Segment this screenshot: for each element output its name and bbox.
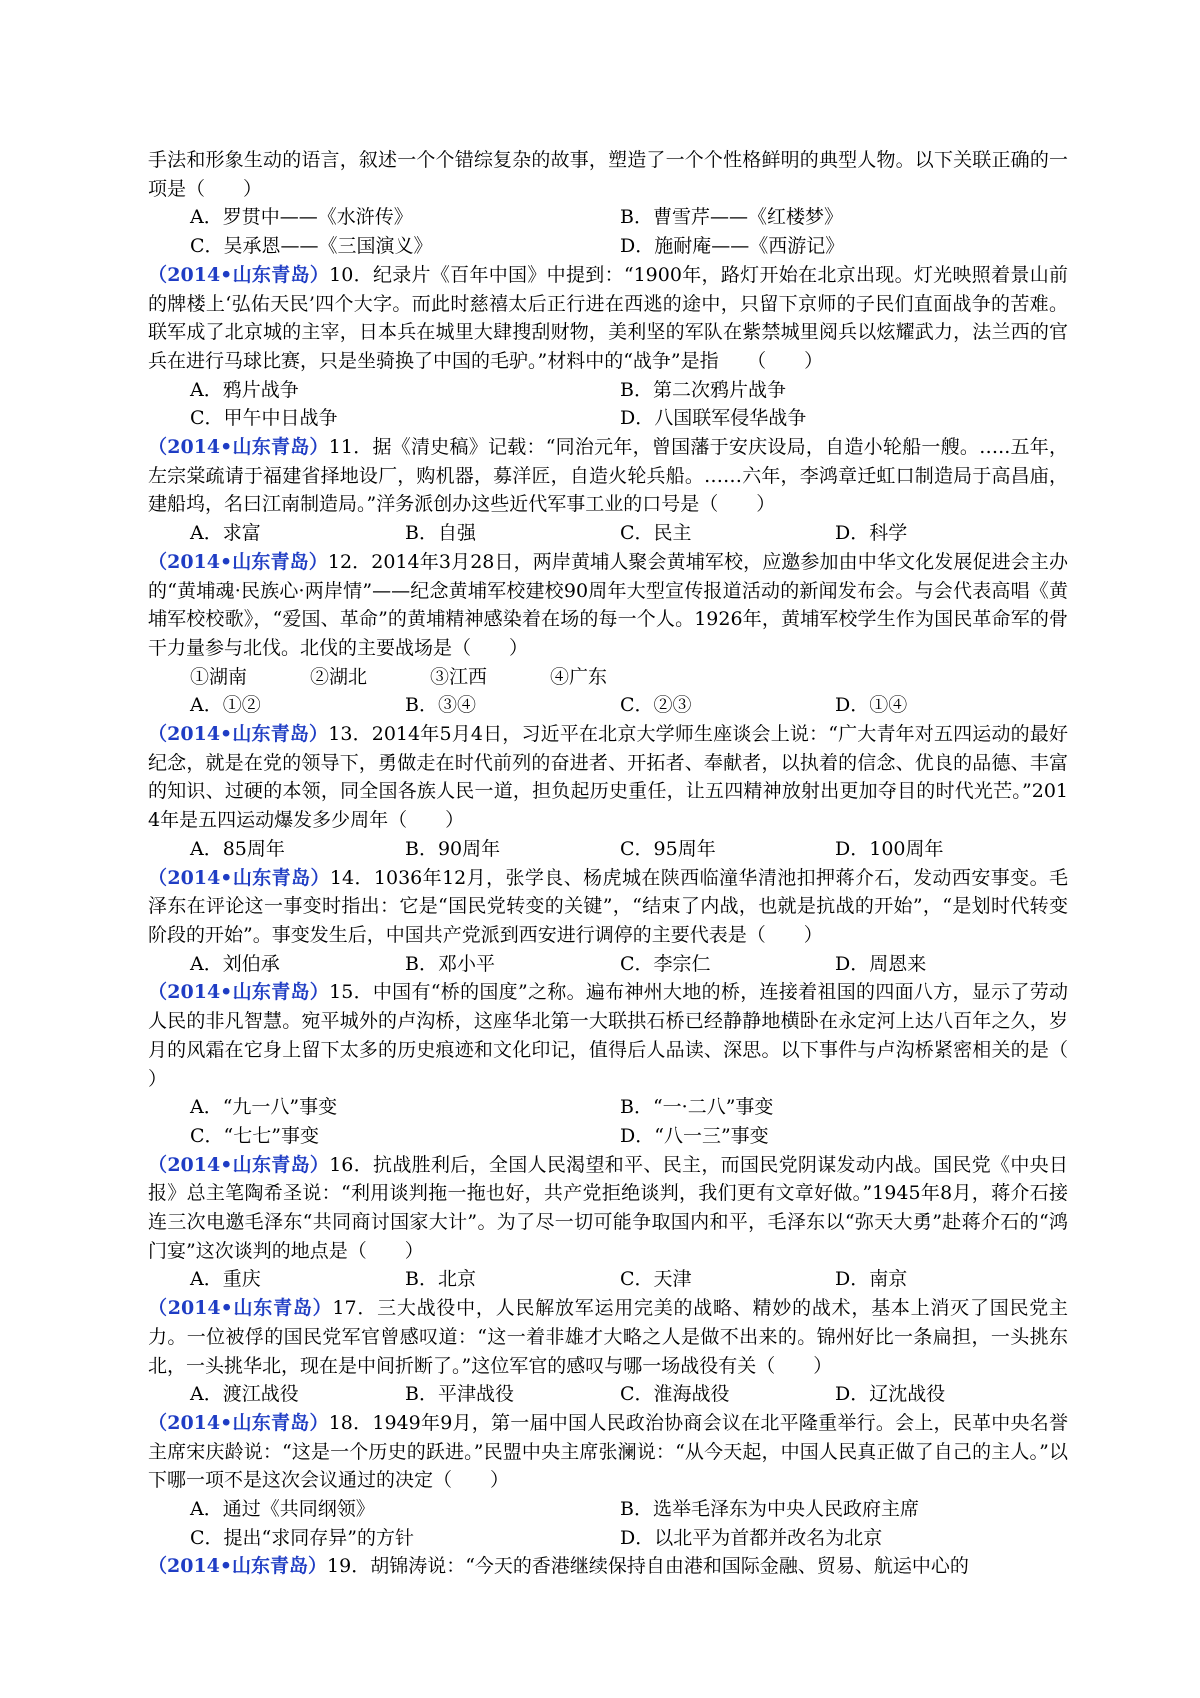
option-a: A．刘伯承	[190, 952, 280, 975]
option-b: B．选举毛泽东为中央人民政府主席	[620, 1498, 919, 1521]
option-b: B．邓小平	[405, 952, 495, 975]
option-b: B．曹雪芹——《红楼梦》	[620, 206, 843, 229]
question-text: 15．中国有“桥的国度”之称。遍布神州大地的桥，连接着祖国的四面八方，显示了劳动人民的非凡智慧。宛平城外的卢沟桥，这座华北第一大联拱石桥已经静静地横卧在永定河上达八百年之久，岁月的风霜在它身上留下太多的历史痕迹和文化印记，值得后人品读、深思。以下事件与卢沟桥紧密相关的是（ ）	[148, 981, 1107, 1090]
option-c: C．②③	[620, 694, 692, 717]
question-17	[148, 1294, 1068, 1380]
question-12-options	[148, 691, 1068, 720]
question-14	[148, 864, 1068, 950]
question-11-options	[148, 519, 1068, 548]
option-a: A．通过《共同纲领》	[190, 1498, 375, 1521]
option-d: D．100周年	[835, 837, 944, 860]
question-17-options	[148, 1380, 1068, 1409]
option-a: A．“九一八”事变	[190, 1096, 338, 1119]
option-c: C．95周年	[620, 837, 716, 860]
item-1: ①湖南	[190, 665, 248, 688]
option-a: A．鸦片战争	[190, 378, 299, 401]
option-b: B．第二次鸦片战争	[620, 378, 786, 401]
intro-text: 手法和形象生动的语言，叙述一个个错综复杂的故事，塑造了一个个性格鲜明的典型人物。以下关联正确的一项是（ ）	[148, 149, 1068, 200]
option-b: B．自强	[405, 522, 476, 545]
question-source: （2014•山东青岛）	[148, 1555, 328, 1578]
question-13	[148, 720, 1068, 835]
question-18	[148, 1409, 1068, 1495]
question-11	[148, 433, 1068, 519]
question-10-options	[148, 376, 1068, 433]
question-14-options	[148, 950, 1068, 979]
option-a: A．罗贯中——《水浒传》	[190, 206, 413, 229]
option-b: B．90周年	[405, 837, 501, 860]
question-source: （2014•山东青岛）	[148, 1411, 329, 1434]
question-12	[148, 548, 1068, 663]
option-a: A．85周年	[190, 837, 285, 860]
question-15-options	[148, 1093, 1068, 1150]
document-page	[148, 146, 1107, 1581]
question-10	[148, 261, 1068, 376]
item-3: ③江西	[430, 665, 488, 688]
option-a: A．求富	[190, 522, 261, 545]
intro-options	[148, 203, 1068, 260]
option-d: D．“八一三”事变	[620, 1124, 769, 1147]
question-text: 19．胡锦涛说：“今天的香港继续保持自由港和国际金融、贸易、航运中心的	[327, 1555, 969, 1578]
question-19	[148, 1552, 1068, 1581]
option-c: C．甲午中日战争	[190, 407, 338, 430]
item-2: ②湖北	[310, 665, 368, 688]
option-c: C．吴承恩——《三国演义》	[190, 235, 433, 258]
option-c: C．提出“求同存异”的方针	[190, 1526, 414, 1549]
option-a: A．①②	[190, 694, 261, 717]
option-d: D．科学	[835, 522, 908, 545]
option-d: D．①④	[835, 694, 908, 717]
option-b: B．平津战役	[405, 1383, 514, 1406]
option-c: C．民主	[620, 522, 692, 545]
question-source: （2014•山东青岛）	[148, 436, 329, 459]
question-text: 16．抗战胜利后，全国人民渴望和平、民主，而国民党阴谋发动内战。国民党《中央日报》总主笔陶希圣说：“利用谈判拖一拖也好，共产党拒绝谈判，我们更有文章好做。”1945年8月，蒋介石接连三次电邀毛泽东“共同商讨国家大计”。为了尽一切可能争取国内和平，毛泽东以“弥天大勇”赴蒋介石的“鸿门宴”这次谈判的地点是（ ）	[148, 1153, 1068, 1262]
question-16-options	[148, 1265, 1068, 1294]
option-d: D．南京	[835, 1268, 908, 1291]
question-source: （2014•山东青岛）	[148, 723, 329, 746]
option-c: C．李宗仁	[620, 952, 711, 975]
option-d: D．以北平为首都并改名为北京	[620, 1526, 883, 1549]
question-text: 14．1036年12月，张学良、杨虎城在陕西临潼华清池扣押蒋介石，发动西安事变。毛泽东在评论这一事变时指出：它是“国民党转变的关键”，“结束了内战，也就是抗战的开始”，“是划时代转变阶段的开始”。事变发生后，中国共产党派到西安进行调停的主要代表是（ ）	[148, 866, 1068, 946]
option-a: A．渡江战役	[190, 1383, 299, 1406]
question-16	[148, 1151, 1068, 1266]
question-13-options	[148, 835, 1068, 864]
option-c: C．淮海战役	[620, 1383, 730, 1406]
question-text: 11．据《清史稿》记载：“同治元年，曾国藩于安庆设局，自造小轮船一艘。…..五年，左宗棠疏请于福建省择地设厂，购机器，募洋匠，自造火轮兵船。……六年，李鸿章迁虹口制造局于高昌庙，建船坞，名曰江南制造局。”洋务派创办这些近代军事工业的口号是（ ）	[148, 436, 1068, 516]
option-d: D．辽沈战役	[835, 1383, 946, 1406]
question-15	[148, 978, 1107, 1093]
question-text: 10．纪录片《百年中国》中提到：“1900年，路灯开始在北京出现。灯光映照着景山前的牌楼上‘弘佑天民’四个大字。而此时慈禧太后正行进在西逃的途中，只留下京师的子民们直面战争的苦难。联军成了北京城的主宰，日本兵在城里大肆搜刮财物，美利坚的军队在紫禁城里阅兵以炫耀武力，法兰西的官兵在进行马球比赛，只是坐骑换了中国的毛驴。”材料中的“战争”是指 （ ）	[148, 263, 1069, 372]
question-source: （2014•山东青岛）	[148, 263, 330, 286]
question-text: 13．2014年5月4日，习近平在北京大学师生座谈会上说：“广大青年对五四运动的最好纪念，就是在党的领导下，勇做走在时代前列的奋进者、开拓者、奉献者，以执着的信念、优良的品德、丰富的知识、过硬的本领，同全国各族人民一道，担负起历史重任，让五四精神放射出更加夺目的时代光芒。”2014年是五四运动爆发多少周年（ ）	[148, 723, 1068, 832]
option-b: B．③④	[405, 694, 476, 717]
option-b: B．“一·二八”事变	[620, 1096, 774, 1119]
question-source: （2014•山东青岛）	[148, 981, 330, 1004]
question-text: 17．三大战役中，人民解放军运用完美的战略、精妙的战术，基本上消灭了国民党主力。一位被俘的国民党军官曾感叹道：“这一着非雄才大略之人是做不出来的。锦州好比一条扁担，一头挑东北，一头挑华北，现在是中间折断了。”这位军官的感叹与哪一场战役有关（ ）	[148, 1297, 1068, 1377]
question-source: （2014•山东青岛）	[148, 1297, 333, 1320]
question-12-items	[148, 663, 1068, 692]
question-source: （2014•山东青岛）	[148, 1153, 330, 1176]
option-d: D．周恩来	[835, 952, 927, 975]
option-d: D．施耐庵——《西游记》	[620, 235, 845, 258]
option-c: C．天津	[620, 1268, 692, 1291]
option-d: D．八国联军侵华战争	[620, 407, 807, 430]
question-source: （2014•山东青岛）	[148, 550, 328, 573]
option-a: A．重庆	[190, 1268, 261, 1291]
option-b: B．北京	[405, 1268, 476, 1291]
question-text: 18．1949年9月，第一届中国人民政治协商会议在北平隆重举行。会上，民革中央名誉主席宋庆龄说：“这是一个历史的跃进。”民盟中央主席张澜说：“从今天起，中国人民真正做了自己的主人。”以下哪一项不是这次会议通过的决定（ ）	[148, 1411, 1068, 1492]
item-4: ④广东	[550, 665, 608, 688]
question-18-options	[148, 1495, 1068, 1552]
option-c: C．“七七”事变	[190, 1124, 319, 1147]
question-source: （2014•山东青岛）	[148, 866, 330, 889]
question-text: 12．2014年3月28日，两岸黄埔人聚会黄埔军校，应邀参加由中华文化发展促进会主办的“黄埔魂·民族心·两岸情”——纪念黄埔军校建校90周年大型宣传报道活动的新闻发布会。与会代表高唱《黄埔军校校歌》，“爱国、革命”的黄埔精神感染着在场的每一个人。1926年，黄埔军校学生作为国民革命军的骨干力量参与北伐。北伐的主要战场是（ ）	[148, 550, 1068, 659]
